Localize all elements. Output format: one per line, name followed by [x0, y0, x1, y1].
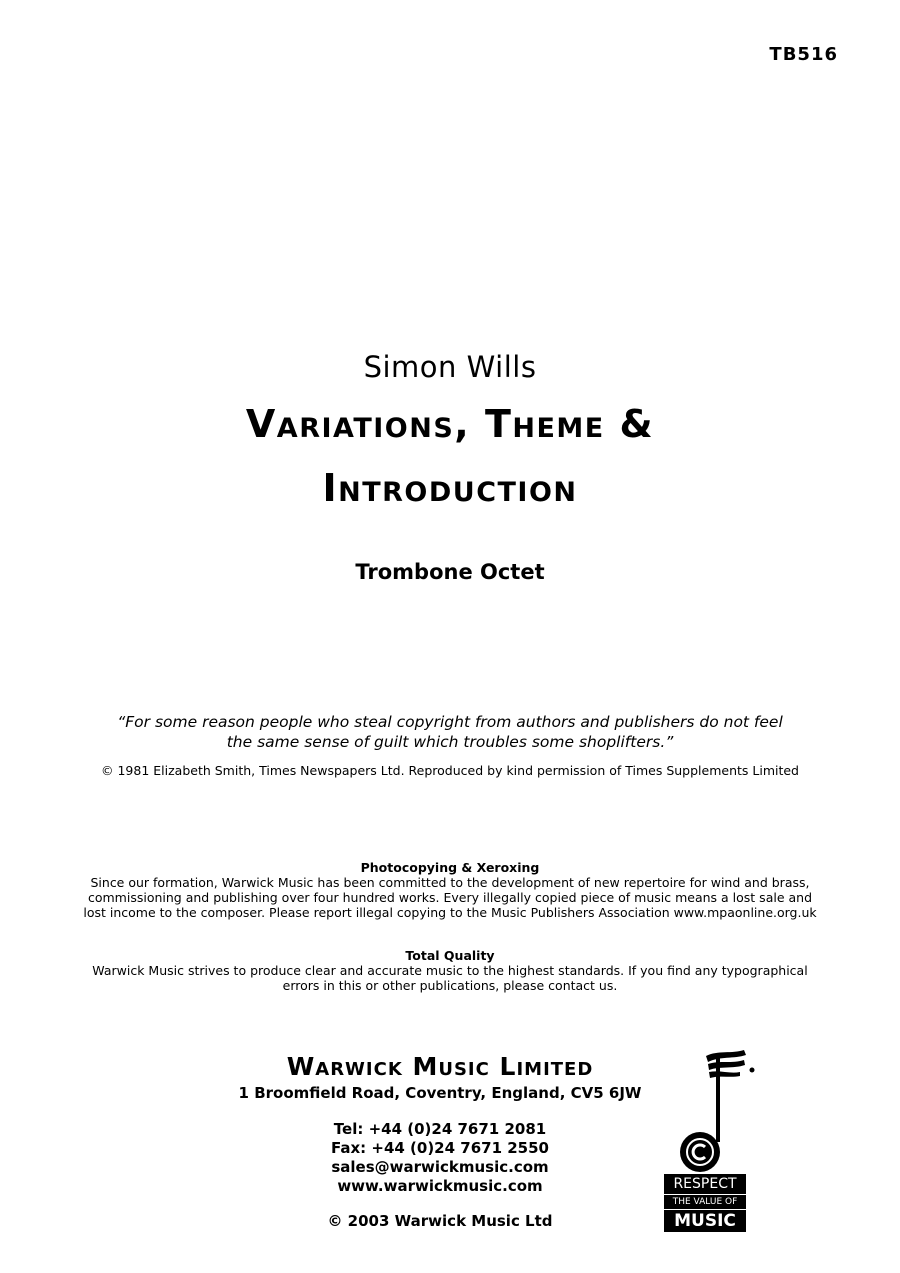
logo-text-value-of: THE VALUE OF: [664, 1195, 746, 1209]
catalog-number: TB516: [769, 44, 838, 65]
photocopying-text: [0, 875, 900, 920]
photocopying-line-2: commissioning and publishing over four hundred works. Every illegally copied piece of music means a lost sale and: [87, 890, 813, 905]
title-line-1: Variations, Theme &: [245, 402, 655, 446]
title-line-2: Introduction: [322, 466, 578, 510]
publisher-name: Warwick Music Limited: [286, 1052, 594, 1081]
publisher-website: www.warwickmusic.com: [337, 1177, 543, 1195]
photocopying-line-1: Since our formation, Warwick Music has been committed to the development of new repertoire for wind and brass,: [90, 875, 810, 890]
publisher-contact: [240, 1120, 640, 1196]
total-quality-heading: Total Quality: [405, 948, 495, 963]
quote-credit: © 1981 Elizabeth Smith, Times Newspapers Ltd. Reproduced by kind permission of Times Supplements Limited: [101, 763, 799, 778]
composer-name: Simon Wills: [363, 350, 537, 384]
publisher-copyright: © 2003 Warwick Music Ltd: [327, 1212, 553, 1230]
logo-text-respect: RESPECT: [664, 1174, 746, 1194]
logo-text-music: MUSIC: [664, 1210, 746, 1232]
publisher-tel: Tel: +44 (0)24 7671 2081: [333, 1120, 547, 1138]
quote-line-2: the same sense of guilt which troubles some shoplifters.”: [226, 733, 674, 751]
total-quality-text: [0, 963, 900, 993]
publisher-email: sales@warwickmusic.com: [331, 1158, 549, 1176]
photocopying-heading: Photocopying & Xeroxing: [360, 860, 540, 875]
music-note-copyright-icon: [660, 1048, 760, 1174]
copyright-quote: [0, 712, 900, 752]
photocopying-line-3: lost income to the composer. Please report illegal copying to the Music Publishers Association www.mpaonline.org.uk: [83, 905, 817, 920]
publisher-address: 1 Broomfield Road, Coventry, England, CV5 6JW: [238, 1084, 642, 1102]
quote-line-1: “For some reason people who steal copyright from authors and publishers do not feel: [117, 713, 783, 731]
total-quality-line-1: Warwick Music strives to produce clear and accurate music to the highest standards. If you find any typographical: [92, 963, 808, 978]
subtitle: Trombone Octet: [355, 560, 545, 584]
publisher-fax: Fax: +44 (0)24 7671 2550: [330, 1139, 549, 1157]
respect-music-logo: [660, 1048, 760, 1234]
total-quality-line-2: errors in this or other publications, please contact us.: [282, 978, 618, 993]
